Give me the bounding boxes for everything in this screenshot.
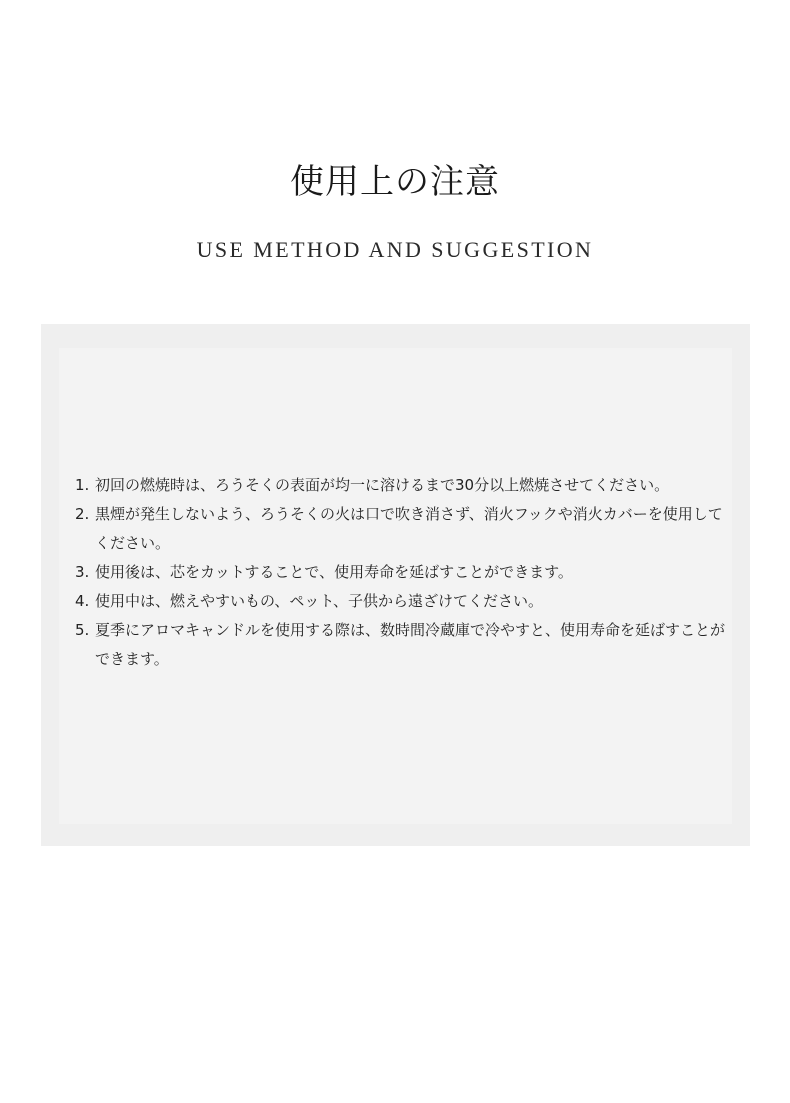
note-number: 5. [75, 621, 90, 639]
note-text: 夏季にアロマキャンドルを使用する際は、数時間冷蔵庫で冷やすと、使用寿命を延ばすことができます。 [95, 621, 726, 668]
note-text: 使用中は、燃えやすいもの、ペット、子供から遠ざけてください。 [95, 592, 544, 610]
page-title: 使用上の注意 [290, 162, 500, 202]
note-text: 黒煙が発生しないよう、ろうそくの火は口で吹き消さず、消火フックや消火カバーを使用してください。 [95, 505, 723, 552]
note-item [75, 471, 725, 500]
note-item [75, 587, 725, 616]
note-item [75, 558, 725, 587]
note-item [75, 500, 725, 558]
note-number: 2. [75, 505, 90, 523]
note-item [75, 616, 725, 674]
note-number: 3. [75, 563, 90, 581]
note-number: 1. [75, 476, 90, 494]
note-text: 初回の燃焼時は、ろうそくの表面が均一に溶けるまで30分以上燃焼させてください。 [95, 476, 670, 494]
page-subtitle: USE METHOD AND SUGGESTION [196, 237, 594, 262]
note-text: 使用後は、芯をカットすることで、使用寿命を延ばすことができます。 [95, 563, 573, 581]
usage-notes-list [75, 471, 725, 674]
note-number: 4. [75, 592, 90, 610]
